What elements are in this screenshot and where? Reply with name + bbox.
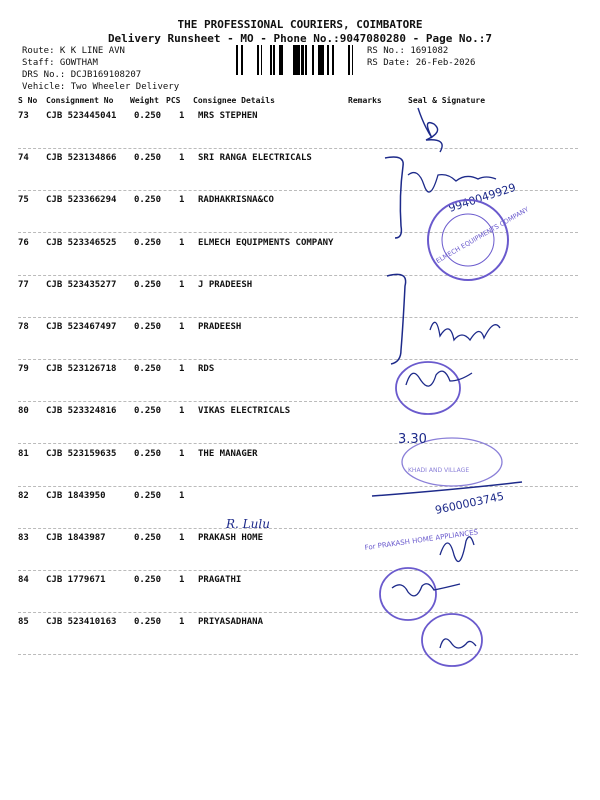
time-note: 3.30	[398, 432, 427, 447]
row-consignment-no: CJB 1843950	[46, 490, 106, 501]
row-pcs: 1	[179, 279, 185, 290]
page-title: THE PROFESSIONAL COURIERS, COIMBATORE	[177, 18, 423, 31]
signature-scribble	[406, 371, 472, 386]
row-sno: 79	[18, 364, 29, 375]
vehicle-label: Vehicle: Two Wheeler Delivery	[22, 82, 180, 92]
signature-scribble	[430, 322, 500, 340]
row-sno: 82	[18, 490, 29, 501]
row-consignment-no: CJB 523435277	[46, 279, 117, 290]
row-consignment-no: CJB 523159635	[46, 448, 117, 459]
row-consignment-no: CJB 523134866	[46, 153, 117, 164]
row-pcs: 1	[179, 237, 185, 248]
row-pcs: 1	[179, 575, 185, 586]
row-sno: 77	[18, 279, 29, 290]
row-consignment-no: CJB 1843987	[46, 533, 106, 543]
row-weight: 0.250	[134, 195, 162, 206]
col-header-sno: S No	[18, 96, 38, 105]
row-consignee: MRS STEPHEN	[198, 111, 258, 121]
row-weight: 0.250	[134, 617, 162, 628]
row-sno: 78	[18, 322, 29, 332]
stamp-text: KHADI AND VILLAGE	[408, 467, 470, 474]
row-consignee: RADHAKRISNA&CO	[198, 195, 274, 206]
row-sno: 83	[18, 533, 29, 543]
signature-scribble	[392, 584, 460, 596]
rs-no-label: RS No.: 1691082	[367, 46, 449, 56]
row-consignment-no: CJB 1779671	[46, 575, 106, 586]
route-label: Route: K K LINE AVN	[22, 46, 125, 56]
row-pcs: 1	[179, 533, 185, 543]
drs-label: DRS No.: DCJB169108207	[22, 70, 142, 80]
signature-scribble	[408, 173, 496, 193]
rs-date-label: RS Date: 26-Feb-2026	[367, 58, 476, 68]
row-pcs: 1	[179, 111, 185, 121]
row-sno: 74	[18, 153, 29, 164]
col-header-remarks: Remarks	[348, 96, 382, 105]
row-consignment-no: CJB 523467497	[46, 322, 117, 332]
signature-scribble	[440, 639, 476, 648]
row-consignee: PRADEESH	[198, 322, 242, 332]
row-consignment-no: CJB 523346525	[46, 237, 117, 248]
col-header-pcs: PCS	[166, 96, 181, 105]
row-sno: 80	[18, 406, 29, 417]
row-pcs: 1	[179, 490, 185, 501]
stamp-seal	[380, 568, 436, 620]
row-weight: 0.250	[134, 406, 162, 417]
row-weight: 0.250	[134, 111, 162, 121]
row-sno: 84	[18, 575, 29, 586]
phone-note: 9940049929	[446, 180, 518, 215]
row-weight: 0.250	[134, 490, 162, 501]
row-pcs: 1	[179, 364, 185, 375]
row-pcs: 1	[179, 448, 185, 459]
bracket-mark	[387, 274, 406, 364]
row-sno: 81	[18, 448, 29, 459]
col-header-weight: Weight	[130, 96, 159, 105]
row-pcs: 1	[179, 406, 185, 417]
row-consignment-no: CJB 523410163	[46, 617, 117, 628]
phone-note: 9600003745	[433, 489, 506, 517]
row-consignee: RDS	[198, 364, 215, 375]
row-weight: 0.250	[134, 279, 162, 290]
row-consignee: PRIYASADHANA	[198, 617, 264, 628]
bracket-mark	[385, 157, 403, 238]
row-weight: 0.250	[134, 575, 162, 586]
row-weight: 0.250	[134, 533, 162, 543]
col-header-consignment: Consignment No	[46, 96, 114, 105]
row-pcs: 1	[179, 153, 185, 164]
row-sno: 76	[18, 237, 29, 248]
row-weight: 0.250	[134, 448, 162, 459]
row-sno: 73	[18, 111, 29, 121]
stamp-seal	[396, 362, 460, 414]
stamp-seal	[422, 614, 482, 666]
row-weight: 0.250	[134, 364, 162, 375]
row-sno: 75	[18, 195, 29, 206]
row-consignment-no: CJB 523324816	[46, 406, 117, 417]
row-consignee: THE MANAGER	[198, 448, 258, 459]
row-sno: 85	[18, 617, 29, 628]
staff-label: Staff: GOWTHAM	[22, 58, 98, 68]
row-weight: 0.250	[134, 237, 162, 248]
stamp-text: For PRAKASH HOME APPLIANCES	[364, 528, 479, 552]
col-header-consignee: Consignee Details	[193, 96, 275, 105]
row-pcs: 1	[179, 195, 185, 206]
row-consignee: J PRADEESH	[198, 279, 253, 290]
handwritten-signature: R. Lulu	[226, 517, 270, 531]
page-subtitle: Delivery Runsheet - MO - Phone No.:9047080280 - Page No.:7	[107, 32, 493, 45]
stamp-text: ELMECH EQUIPMENTS COMPANY	[434, 205, 530, 266]
row-consignment-no: CJB 523366294	[46, 195, 117, 206]
row-pcs: 1	[179, 617, 185, 628]
row-consignee: PRAKASH HOME	[198, 533, 264, 543]
row-consignment-no: CJB 523126718	[46, 364, 117, 375]
row-consignment-no: CJB 523445041	[46, 111, 117, 121]
row-consignee: SRI RANGA ELECTRICALS	[198, 153, 312, 164]
row-weight: 0.250	[134, 153, 162, 164]
row-weight: 0.250	[134, 322, 162, 332]
row-pcs: 1	[179, 322, 185, 332]
row-consignee: PRAGATHI	[198, 575, 242, 586]
col-header-signature: Seal & Signature	[408, 96, 486, 105]
signature-scribble	[418, 108, 442, 152]
row-consignee: ELMECH EQUIPMENTS COMPANY	[198, 237, 334, 248]
row-consignee: VIKAS ELECTRICALS	[198, 406, 291, 417]
